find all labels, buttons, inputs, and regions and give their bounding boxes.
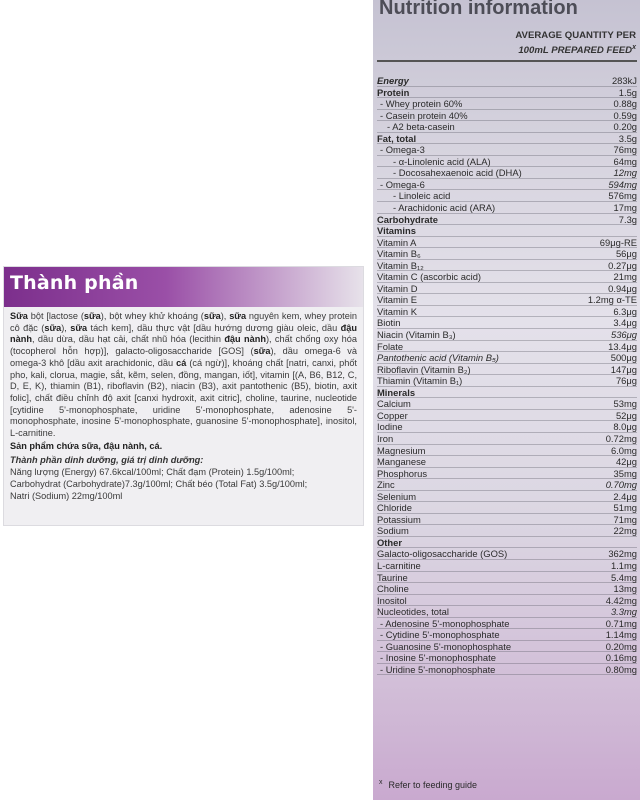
nutrition-summary-line: Natri (Sodium) 22mg/100ml: [10, 490, 123, 501]
allergen-word: sữa: [70, 322, 88, 333]
nutrient-row: [377, 525, 637, 537]
nutrient-row: [377, 225, 637, 237]
nutrient-label: Vitamin B₆: [377, 248, 421, 260]
column-heading-line-1: AVERAGE QUANTITY PER: [515, 30, 636, 41]
nutrient-row: [377, 202, 637, 214]
nutrient-value: 17mg: [613, 202, 637, 214]
nutrient-label: Sodium: [377, 525, 409, 537]
nutrient-label: Phosphorus: [377, 467, 428, 479]
nutrient-row: [377, 352, 637, 364]
nutrient-row: [377, 456, 637, 468]
nutrient-label: - Omega-3: [380, 144, 425, 156]
nutrient-row: [377, 214, 637, 226]
allergen-word: sữa: [253, 346, 271, 357]
ingredients-body: [4, 307, 363, 502]
nutrient-row: [377, 144, 637, 156]
nutrient-value: 51mg: [613, 502, 637, 514]
nutrient-row: [377, 491, 637, 503]
nutrient-row: [377, 294, 637, 306]
allergen-word: sữa: [229, 311, 247, 321]
nutrient-value: 0.27μg: [608, 259, 637, 271]
nutrient-label: Inositol: [377, 594, 407, 606]
nutrient-label: - Casein protein 40%: [380, 109, 468, 121]
nutrient-row: [377, 306, 637, 318]
nutrient-label: Magnesium: [377, 444, 426, 456]
nutrient-label: - Linoleic acid: [393, 190, 451, 202]
nutrient-row: [377, 398, 637, 410]
nutrient-label: Selenium: [377, 490, 417, 502]
nutrient-row: [377, 283, 637, 295]
nutrient-label: Taurine: [377, 571, 408, 583]
nutrient-label: L-carnitine: [377, 559, 421, 571]
allergen-word: sữa: [44, 322, 62, 333]
ingredients-card: [3, 266, 364, 526]
nutrient-value: 0.71mg: [605, 617, 637, 629]
nutrient-row: [377, 421, 637, 433]
nutrient-label: Potassium: [377, 513, 421, 525]
nutrient-value: 76mg: [613, 144, 637, 156]
nutrient-label: - Guanosine 5'-monophosphate: [380, 640, 512, 652]
nutrient-label: Vitamin C (ascorbic acid): [377, 271, 482, 283]
nutrient-value: 64mg: [613, 155, 637, 167]
nutrient-label: Vitamin A: [377, 236, 417, 248]
nutrient-row: [377, 629, 637, 641]
nutrient-label: Vitamin B₁₂: [377, 259, 424, 271]
nutrient-row: [377, 75, 637, 87]
allergen-statement: Sản phẩm chứa sữa, đậu nành, cá.: [10, 440, 163, 451]
footnote-mark: x: [379, 779, 383, 786]
allergen-word: Sữa: [10, 311, 28, 321]
nutrient-value: 12mg: [613, 167, 637, 179]
nutrient-label: Choline: [377, 583, 409, 595]
nutrient-value: 3.3mg: [610, 606, 637, 618]
nutrient-label: Galacto-oligosaccharide (GOS): [377, 548, 508, 560]
heading-rule: [377, 60, 637, 62]
nutrient-value: 500μg: [610, 352, 637, 364]
nutrient-row: [377, 248, 637, 260]
nutrient-label: Nucleotides, total: [377, 606, 449, 618]
nutrient-row: [377, 133, 637, 145]
nutrient-label: - Uridine 5'-monophosphate: [380, 663, 496, 675]
nutrient-value: 0.59g: [613, 109, 637, 121]
nutrient-row: [377, 364, 637, 376]
nutrient-value: 35mg: [613, 467, 637, 479]
nutrient-label: - Inosine 5'-monophosphate: [380, 652, 496, 664]
nutrient-value: 536μg: [611, 329, 637, 341]
nutrient-value: 76μg: [615, 375, 637, 387]
nutrient-row: [377, 260, 637, 272]
ingredients-title: Thành phần: [10, 272, 139, 294]
nutrient-value: 594mg: [608, 178, 637, 190]
nutrition-panel: [373, 0, 640, 800]
ingredient-text: ), chất chống oxy hóa (tocopherol hỗn hợp)], galacto-oligosaccharide [GOS] (: [10, 334, 357, 357]
allergen-word: cá: [176, 357, 187, 368]
nutrient-value: 576mg: [608, 190, 637, 202]
nutrient-row: [377, 514, 637, 526]
nutrient-row: [377, 537, 637, 549]
nutrient-value: 1.1mg: [610, 559, 637, 571]
nutrition-table: [377, 75, 637, 675]
allergen-word: đậu nành: [10, 322, 357, 345]
nutrition-title: Nutrition information: [379, 0, 578, 19]
nutrient-label: Vitamins: [377, 225, 416, 237]
nutrient-row: [377, 410, 637, 422]
nutrient-value: 13.4μg: [608, 340, 637, 352]
nutrient-label: Calcium: [377, 398, 411, 410]
ingredient-text: ), bột whey khử khoáng (: [100, 311, 204, 321]
allergen-word: đậu nành: [224, 334, 266, 345]
nutrient-value: 0.72mg: [605, 432, 637, 444]
nutrient-row: [377, 87, 637, 99]
nutrient-row: [377, 179, 637, 191]
nutrient-value: 0.70mg: [605, 479, 637, 491]
nutrient-label: Other: [377, 536, 403, 548]
nutrient-label: Energy: [377, 75, 409, 86]
column-heading: [436, 30, 636, 57]
nutrient-value: 0.94μg: [608, 282, 637, 294]
nutrient-value: 0.20mg: [605, 640, 637, 652]
nutrient-row: [377, 271, 637, 283]
column-heading-line-2: 100mL PREPARED FEED$^x$: [518, 44, 636, 57]
nutrient-row: [377, 433, 637, 445]
nutrient-value: 4.42mg: [605, 594, 637, 606]
column-heading-mark: x: [632, 44, 636, 51]
nutrient-value: 53mg: [613, 398, 637, 410]
nutrient-value: 71mg: [613, 513, 637, 525]
nutrient-row: [377, 618, 637, 630]
nutrient-row: [377, 572, 637, 584]
nutrient-row: [377, 167, 637, 179]
nutrient-label: Riboflavin (Vitamin B₂): [377, 363, 471, 375]
nutrient-value: 0.20g: [613, 121, 637, 133]
nutrient-value: 69μg-RE: [599, 236, 637, 248]
nutrient-label: Pantothenic acid (Vitamin B₅): [377, 352, 499, 364]
nutrient-label: - α-Linolenic acid (ALA): [393, 155, 491, 167]
nutrient-row: [377, 341, 637, 353]
nutrient-label: Folate: [377, 340, 404, 352]
nutrient-row: [377, 317, 637, 329]
nutrient-row: [377, 652, 637, 664]
nutrient-value: 52μg: [615, 409, 637, 421]
nutrient-label: Copper: [377, 409, 408, 421]
nutrient-value: 2.4μg: [613, 490, 637, 502]
nutrient-value: 5.4mg: [610, 571, 637, 583]
nutrient-value: 56μg: [615, 248, 637, 260]
nutrient-value: 13mg: [613, 583, 637, 595]
ingredient-text: ), dầu omega-6 và omega-3 khô [dầu axit arachidonic, dầu: [10, 346, 357, 368]
nutrient-row: [377, 468, 637, 480]
nutrient-value: 7.3g: [618, 213, 637, 225]
allergen-word: sữa: [203, 311, 221, 321]
nutrient-row: [377, 98, 637, 110]
nutrient-label: Protein: [377, 86, 410, 98]
nutrient-row: [377, 190, 637, 202]
nutrient-row: [377, 445, 637, 457]
nutrient-label: Iodine: [377, 421, 403, 433]
ingredient-text: ),: [220, 311, 230, 321]
nutrient-row: [377, 237, 637, 249]
footnote-text: Refer to feeding guide: [388, 780, 478, 790]
nutrient-row: [377, 583, 637, 595]
nutrient-value: 8.0μg: [613, 421, 637, 433]
nutrient-row: [377, 641, 637, 653]
nutrient-row: [377, 329, 637, 341]
nutrient-row: [377, 479, 637, 491]
nutrient-value: 1.2mg α-TE: [587, 294, 637, 306]
nutrient-label: Fat, total: [377, 132, 417, 144]
nutrient-label: - Adenosine 5'-monophosphate: [380, 617, 510, 629]
nutrient-value: 6.3μg: [613, 305, 637, 317]
nutrient-value: 0.16mg: [605, 652, 637, 664]
nutrient-label: Chloride: [377, 502, 412, 514]
nutrient-row: [377, 606, 637, 618]
nutrition-summary-line: Năng lượng (Energy) 67.6kcal/100ml; Chất đạm (Protein) 1.5g/100ml;: [10, 467, 295, 478]
ingredient-text: nguyên kem, whey protein cô đặc (: [10, 311, 357, 333]
footnote: [379, 779, 477, 790]
nutrition-summary-title: Thành phần dinh dưỡng, giá trị dinh dưỡng:: [10, 455, 204, 466]
nutrient-value: 1.14mg: [605, 629, 637, 641]
nutrient-label: Manganese: [377, 456, 426, 468]
nutrition-summary-line: Carbohydrat (Carbohydrate)7.3g/100ml; Chất béo (Total Fat) 3.5g/100ml;: [10, 478, 308, 489]
nutrient-row: [377, 664, 637, 676]
nutrient-label: Vitamin E: [377, 294, 417, 306]
ingredient-text: , dầu dừa, dầu hạt cải, chất nhũ hóa (lecithin: [31, 334, 225, 345]
ingredient-text: (cá ngừ)], khoáng chất [natri, canxi, phốt pho, kali, clorua, magie, sắt, kẽm, selen, đồng, mangan, iốt], vitamin [(A, B6, B12, C, D, E, K), thiamin (B1), riboflavin (B2), niacin (B3), axit pantothenic (B5), biotin, axit folic], chất điều chỉnh độ axit [canxi hydroxit, axit citric], choline, taurine, nucleotide [cytidine 5'-monophosphate, uridine 5'-monophosphate, adenosine 5'-monophosphate, inosine 5'-monophosphate, guanosine 5'-monophosphate], inositol, L-carnitine.: [10, 357, 357, 439]
nutrient-row: [377, 121, 637, 133]
nutrient-row: [377, 156, 637, 168]
nutrient-label: - Docosahexaenoic acid (DHA): [393, 167, 522, 179]
nutrient-row: [377, 502, 637, 514]
ingredient-text: ),: [61, 322, 71, 333]
nutrient-value: 22mg: [613, 525, 637, 537]
nutrient-label: - A2 beta-casein: [387, 121, 455, 133]
nutrient-value: 0.80mg: [605, 663, 637, 675]
nutrient-label: Niacin (Vitamin B₃): [377, 329, 456, 341]
nutrient-row: [377, 110, 637, 122]
nutrient-label: - Omega-6: [380, 178, 425, 190]
nutrient-row: [377, 595, 637, 607]
nutrient-value: 42μg: [615, 456, 637, 468]
nutrient-value: 6.0mg: [610, 444, 637, 456]
nutrient-value: 0.88g: [613, 98, 637, 110]
nutrient-label: Vitamin K: [377, 305, 417, 317]
nutrient-label: Carbohydrate: [377, 213, 438, 225]
nutrient-label: - Arachidonic acid (ARA): [393, 202, 496, 214]
nutrient-row: [377, 548, 637, 560]
nutrient-label: - Cytidine 5'-monophosphate: [380, 629, 500, 641]
allergen-word: sữa: [83, 311, 101, 321]
nutrient-row: [377, 560, 637, 572]
nutrient-value: 21mg: [613, 271, 637, 283]
ingredient-text: tách kem], dầu thực vật [dầu hướng dương giàu oleic, dầu: [87, 322, 341, 333]
nutrient-label: Iron: [377, 432, 394, 444]
nutrient-value: 147μg: [610, 363, 637, 375]
ingredient-text: bột [lactose (: [27, 311, 84, 321]
nutrient-value: 1.5g: [618, 86, 637, 98]
nutrient-label: Minerals: [377, 386, 416, 398]
nutrient-value: 3.4μg: [613, 317, 637, 329]
nutrient-value: 3.5g: [618, 132, 637, 144]
ingredients-list: [10, 311, 357, 440]
nutrient-label: Zinc: [377, 479, 395, 491]
nutrient-label: Vitamin D: [377, 282, 418, 294]
ingredients-header: [4, 267, 363, 307]
nutrient-label: - Whey protein 60%: [380, 98, 463, 110]
nutrient-row: [377, 375, 637, 387]
nutrient-label: Biotin: [377, 317, 401, 329]
nutrient-value: 283kJ: [611, 75, 637, 86]
nutrient-value: 362mg: [608, 548, 637, 560]
nutrient-label: Thiamin (Vitamin B₁): [377, 375, 463, 387]
nutrient-row: [377, 387, 637, 399]
